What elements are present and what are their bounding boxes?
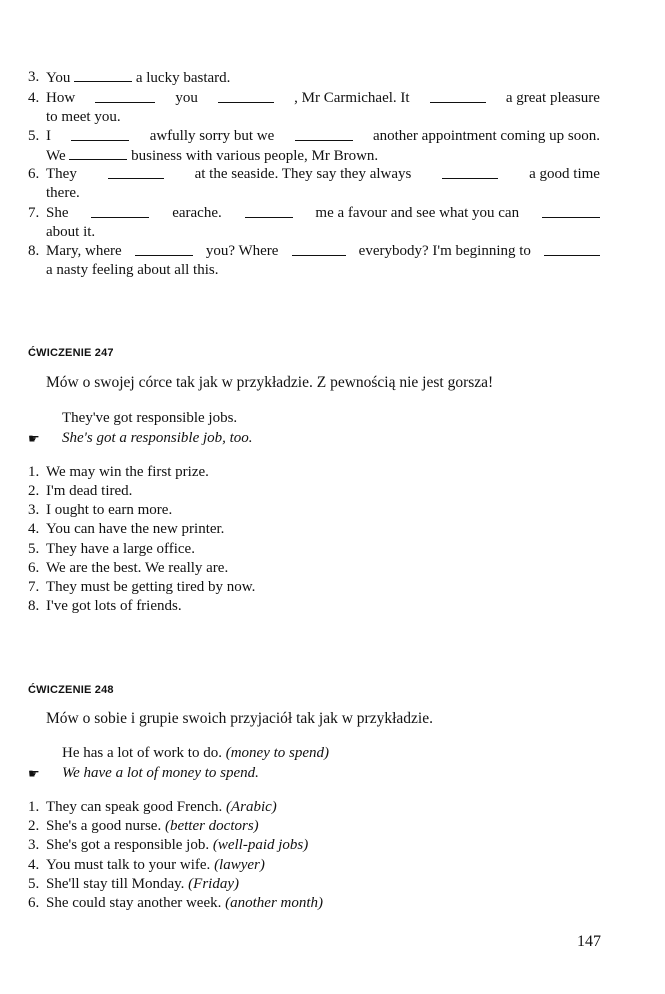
blank-field[interactable] (135, 242, 193, 256)
item-number: 4. (28, 90, 40, 106)
example-sentence: He has a lot of work to do. (money to spend) (62, 745, 330, 761)
exercise-line: Mary, where you? Where everybody? I'm beginning to (46, 242, 600, 261)
pointing-hand-icon: ☛ (28, 431, 40, 446)
exercise-line-cont: We business with various people, Mr Brown. (46, 148, 379, 164)
exercise-line-cont: about it. (46, 224, 96, 240)
item-hint: (Arabic) (225, 799, 277, 815)
item-number: 6. (28, 166, 40, 182)
blank-field[interactable] (69, 146, 127, 160)
item-number: 2. (28, 483, 40, 499)
blank-field[interactable] (430, 89, 486, 103)
example-hint: (money to spend) (225, 745, 330, 761)
exercise-line-cont: to meet you. (46, 109, 121, 125)
item-hint: (another month) (225, 895, 324, 911)
item-number: 5. (28, 541, 40, 557)
list-item: I'm dead tired. (46, 483, 133, 499)
list-item: She'll stay till Monday. (Friday) (46, 876, 239, 892)
exercise-line: She earache. me a favour and see what you can (46, 204, 600, 223)
item-hint: (better doctors) (164, 818, 259, 834)
blank-field[interactable] (295, 127, 353, 141)
item-number: 6. (28, 895, 40, 911)
blank-field[interactable] (542, 204, 600, 218)
example-answer: She's got a responsible job, too. (62, 430, 253, 446)
item-number: 8. (28, 598, 40, 614)
item-number: 6. (28, 560, 40, 576)
item-hint: (lawyer) (214, 857, 265, 873)
item-number: 1. (28, 464, 40, 480)
exercise-line: How you , Mr Carmichael. It a great pleasure (46, 90, 600, 106)
item-number: 8. (28, 243, 40, 259)
blank-field[interactable] (245, 204, 293, 218)
item-number: 7. (28, 205, 40, 221)
item-hint: (well-paid jobs) (212, 837, 309, 853)
blank-field[interactable] (95, 89, 155, 103)
list-item: You can have the new printer. (46, 521, 225, 537)
item-number: 1. (28, 799, 40, 815)
item-number: 2. (28, 818, 40, 834)
list-item: They can speak good French. (Arabic) (46, 799, 277, 815)
exercise-heading: ĆWICZENIE 248 (28, 684, 114, 696)
exercise-line-cont: there. (46, 185, 80, 201)
exercise-heading: ĆWICZENIE 247 (28, 347, 114, 359)
exercise-instruction: Mów o swojej córce tak jak w przykładzie. Z pewnością nie jest gorsza! (46, 374, 494, 391)
list-item: She's a good nurse. (better doctors) (46, 818, 259, 834)
item-hint: (Friday) (188, 876, 239, 892)
blank-field[interactable] (544, 242, 600, 256)
item-number: 5. (28, 128, 40, 144)
item-number: 3. (28, 837, 40, 853)
blank-field[interactable] (292, 242, 346, 256)
exercise-line: You a lucky bastard. (46, 70, 231, 86)
list-item: We are the best. We really are. (46, 560, 229, 576)
item-number: 3. (28, 502, 40, 518)
item-number: 4. (28, 521, 40, 537)
list-item: I've got lots of friends. (46, 598, 182, 614)
pointing-hand-icon: ☛ (28, 766, 40, 781)
blank-field[interactable] (71, 127, 129, 141)
blank-field[interactable] (108, 165, 164, 179)
page-number: 147 (577, 933, 601, 950)
list-item: They have a large office. (46, 541, 195, 557)
list-item: We may win the first prize. (46, 464, 209, 480)
item-number: 4. (28, 857, 40, 873)
item-number: 5. (28, 876, 40, 892)
list-item: They must be getting tired by now. (46, 579, 256, 595)
example-sentence: They've got responsible jobs. (62, 410, 238, 426)
exercise-line-cont: a nasty feeling about all this. (46, 262, 219, 278)
exercise-line: I awfully sorry but we another appointment coming up soon. (46, 128, 600, 144)
list-item: She's got a responsible job. (well-paid jobs) (46, 837, 309, 853)
exercise-line: They at the seaside. They say they always a good time (46, 166, 600, 182)
list-item: She could stay another week. (another month) (46, 895, 324, 911)
list-item: I ought to earn more. (46, 502, 173, 518)
blank-field[interactable] (218, 89, 274, 103)
blank-field[interactable] (91, 204, 149, 218)
item-number: 3. (28, 69, 40, 85)
blank-field[interactable] (74, 68, 132, 82)
blank-field[interactable] (442, 165, 498, 179)
example-answer: We have a lot of money to spend. (62, 765, 259, 781)
list-item: You must talk to your wife. (lawyer) (46, 857, 265, 873)
exercise-instruction: Mów o sobie i grupie swoich przyjaciół tak jak w przykładzie. (46, 710, 433, 727)
item-number: 7. (28, 579, 40, 595)
